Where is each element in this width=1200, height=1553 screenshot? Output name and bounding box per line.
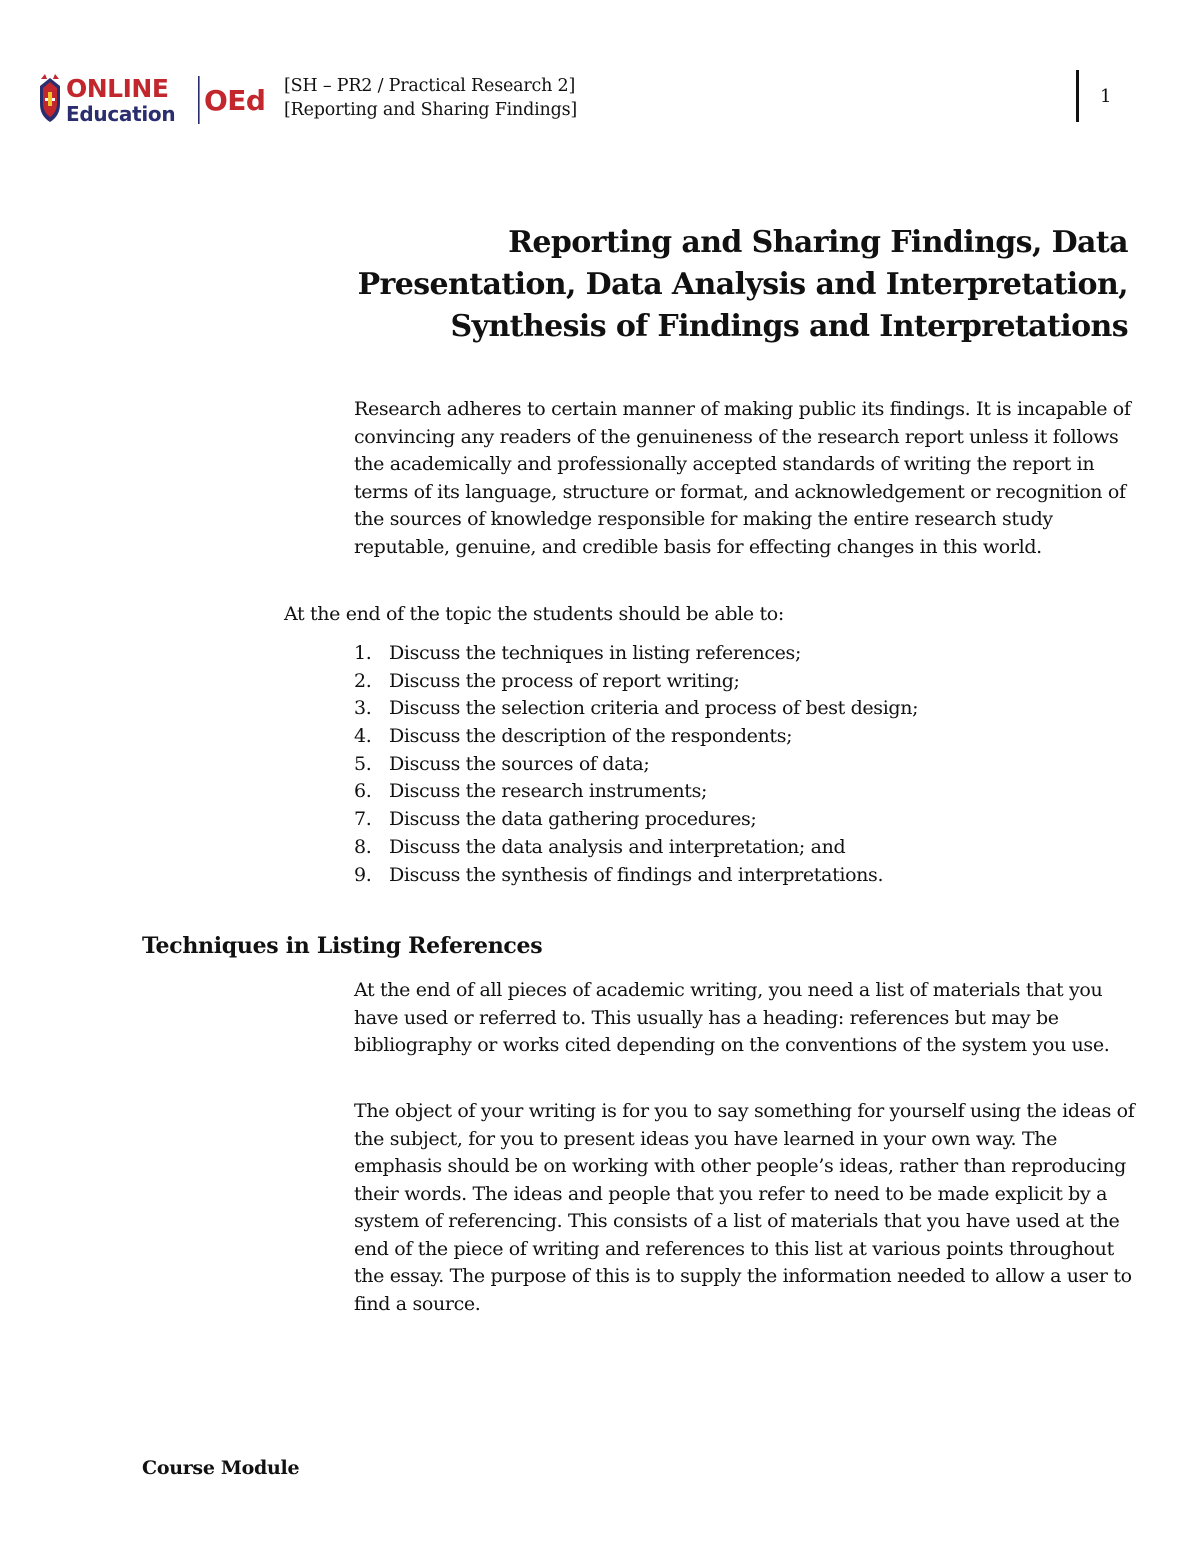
section-heading: Techniques in Listing References [142, 933, 543, 959]
header-course-line: [SH – PR2 / Practical Research 2] [284, 76, 576, 96]
list-item-number: 8. [354, 835, 372, 858]
logo-oed-mark: OEd [204, 84, 266, 117]
list-item-text: Discuss the data analysis and interpretation; and [389, 835, 846, 858]
list-item [354, 668, 1154, 696]
list-item-text: Discuss the synthesis of findings and interpretations. [389, 863, 884, 886]
list-item [354, 751, 1154, 779]
title-line: Synthesis of Findings and Interpretations [450, 309, 1128, 344]
online-education-logo [36, 70, 272, 126]
objectives-list [354, 640, 1154, 889]
list-item-number: 3. [354, 697, 372, 720]
objectives-lead: At the end of the topic the students should be able to: [284, 603, 784, 625]
section-paragraph-1: At the end of all pieces of academic writing, you need a list of materials that you have used or referred to. This usually has a heading: references but may be bibliography or works cited depending on the conventions of the system you use. [354, 979, 1110, 1056]
header-topic-line: [Reporting and Sharing Findings] [284, 100, 577, 120]
title-line: Reporting and Sharing Findings, Data [508, 225, 1128, 260]
intro-paragraph: Research adheres to certain manner of making public its findings. It is incapable of convincing any readers of the genuineness of the research report unless it follows the academically and professionally accepted standards of writing the report in terms of its language, structure or format, and acknowledgement or recognition of the sources of knowledge responsible for making the entire research study reputable, genuine, and credible basis for effecting changes in this world. [354, 398, 1131, 558]
header-course-info [284, 74, 577, 122]
list-item [354, 723, 1154, 751]
list-item-text: Discuss the techniques in listing references; [389, 642, 802, 664]
list-item-number: 5. [354, 752, 372, 775]
header-divider [1076, 70, 1079, 122]
logo-divider [198, 76, 200, 124]
logo-online-text: ONLINE [66, 74, 169, 103]
page-header [36, 66, 1166, 126]
list-item [354, 695, 1154, 723]
page-footer: Course Module [142, 1457, 300, 1479]
list-item-text: Discuss the selection criteria and process of best design; [389, 697, 919, 720]
page-number: 1 [1100, 86, 1112, 107]
list-item-number: 2. [354, 669, 372, 692]
title-line: Presentation, Data Analysis and Interpretation, [357, 267, 1128, 302]
list-item [354, 778, 1154, 806]
list-item-number: 7. [354, 808, 372, 831]
list-item [354, 640, 1154, 668]
list-item-number: 6. [354, 780, 372, 803]
list-item-number: 1. [354, 642, 372, 664]
list-item-text: Discuss the research instruments; [389, 780, 708, 803]
list-item-text: Discuss the description of the respondents; [389, 725, 793, 748]
section-paragraph-2: The object of your writing is for you to say something for yourself using the ideas of the subject, for you to present ideas you have learned in your own way. The emphasis should be on working with other people’s ideas, rather than reproducing their words. The ideas and people that you refer to need to be made explicit by a system of referencing. This consists of a list of materials that you have used at the end of the piece of writing and references to this list at various points throughout the essay. The purpose of this is to supply the information needed to allow a user to find a source. [354, 1100, 1135, 1315]
list-item-text: Discuss the sources of data; [389, 752, 650, 775]
school-crest-icon [40, 74, 60, 122]
list-item [354, 862, 1154, 890]
list-item-number: 9. [354, 863, 372, 886]
list-item-text: Discuss the data gathering procedures; [389, 808, 757, 831]
list-item [354, 834, 1154, 862]
list-item [354, 806, 1154, 834]
logo-education-text: Education [66, 102, 176, 126]
list-item-number: 4. [354, 725, 372, 748]
list-item-text: Discuss the process of report writing; [389, 669, 740, 692]
page-title [228, 222, 1128, 348]
